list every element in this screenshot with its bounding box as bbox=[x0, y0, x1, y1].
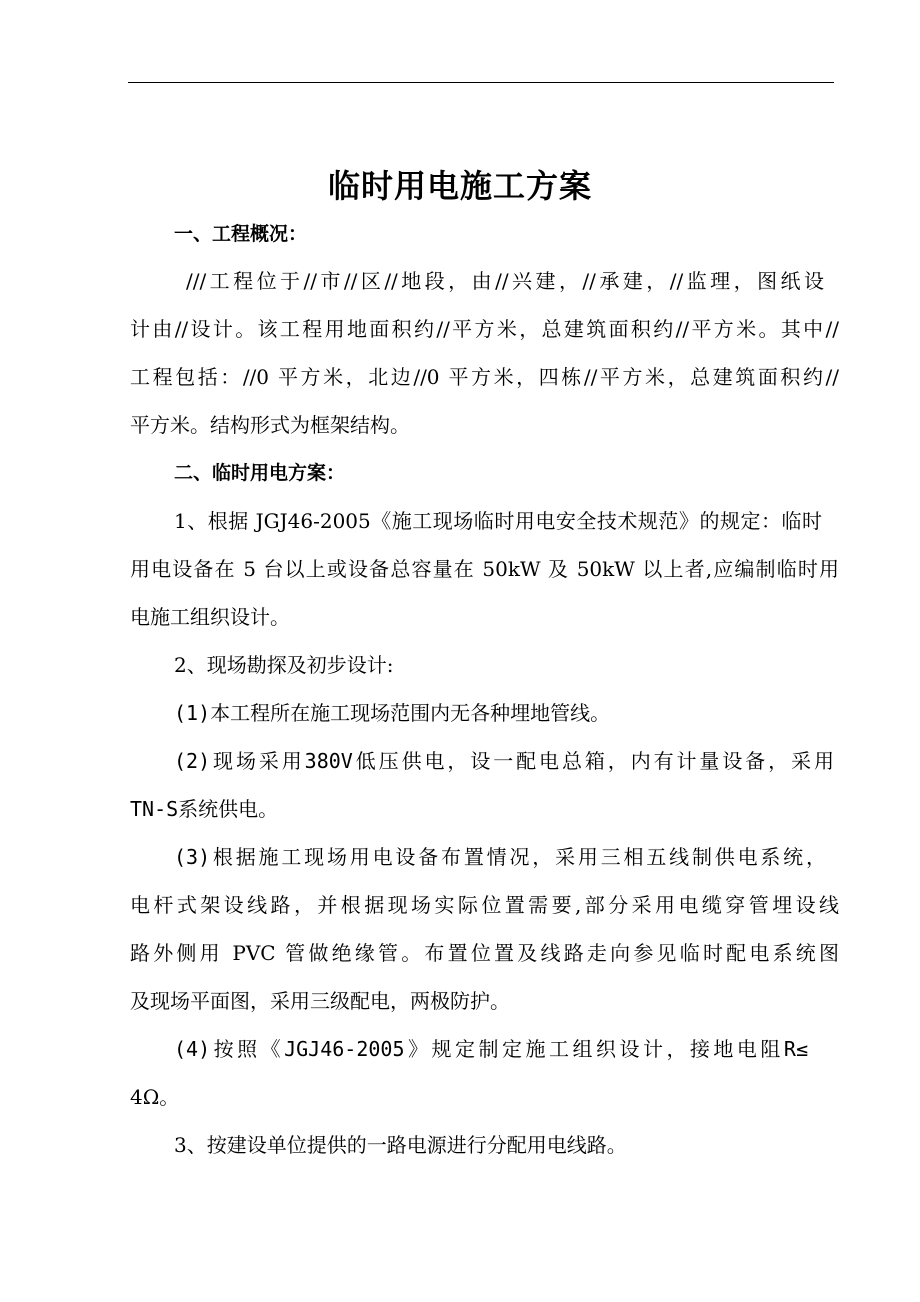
overview-line-1: ///工程位于//市//区//地段，由//兴建，//承建，//监理，图纸设 bbox=[186, 269, 824, 293]
sub4-line-2: 4Ω。 bbox=[130, 1085, 180, 1109]
item1-line-1: 1、根据 JGJ46-2005《施工现场临时用电安全技术规范》的规定：临时 bbox=[174, 509, 822, 533]
overview-line-3: 工程包括：//0 平方米，北边//0 平方米，四栋//平方米，总建筑面积约// bbox=[130, 365, 839, 389]
sub1-line: (1)本工程所在施工现场范围内无各种埋地管线。 bbox=[174, 701, 611, 725]
item3-line: 3、按建设单位提供的一路电源进行分配用电线路。 bbox=[174, 1133, 627, 1157]
section-heading-overview: 一、工程概况： bbox=[174, 223, 308, 245]
sub2-line-1: (2)现场采用380V低压供电，设一配电总箱，内有计量设备，采用 bbox=[174, 749, 834, 773]
sub4-line-1: (4)按照《JGJ46-2005》规定制定施工组织设计，接地电阻R≤ bbox=[174, 1037, 808, 1061]
overview-line-2: 计由//设计。该工程用地面积约//平方米，总建筑面积约//平方米。其中// bbox=[130, 317, 839, 341]
item1-line-3: 电施工组织设计。 bbox=[130, 605, 290, 629]
sub3-line-4: 及现场平面图，采用三级配电，两极防护。 bbox=[130, 989, 510, 1013]
sub3-line-2: 电杆式架设线路，并根据现场实际位置需要,部分采用电缆穿管埋设线 bbox=[130, 893, 839, 917]
overview-line-4: 平方米。结构形式为框架结构。 bbox=[130, 413, 410, 437]
page-title: 临时用电施工方案 bbox=[327, 167, 592, 205]
item2-heading: 2、现场勘探及初步设计: bbox=[174, 653, 394, 677]
sub3-line-1: (3)根据施工现场用电设备布置情况，采用三相五线制供电系统， bbox=[174, 845, 826, 869]
header-rule bbox=[128, 82, 834, 83]
sub2-line-2: TN-S系统供电。 bbox=[130, 797, 279, 821]
section-heading-power-plan: 二、临时用电方案： bbox=[174, 462, 346, 484]
item1-line-2: 用电设备在 5 台以上或设备总容量在 50kW 及 50kW 以上者,应编制临时用 bbox=[130, 557, 839, 581]
sub3-line-3: 路外侧用 PVC 管做绝缘管。布置位置及线路走向参见临时配电系统图 bbox=[130, 941, 839, 965]
